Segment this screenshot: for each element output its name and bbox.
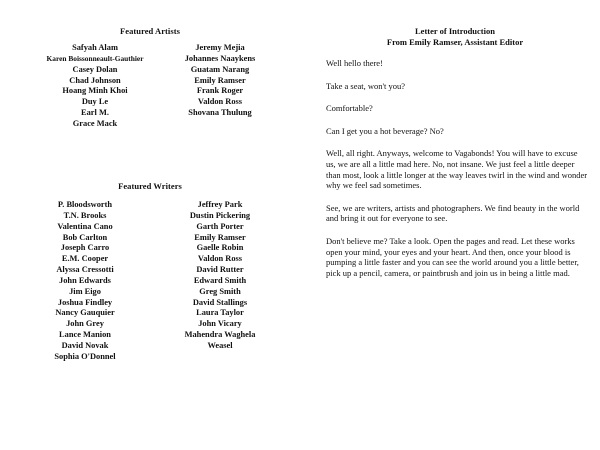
writer-name: Joshua Findley (57, 297, 113, 307)
artist-name: Johannes Naaykens (184, 53, 256, 63)
writer-name: E.M. Cooper (61, 254, 109, 264)
artist-name: Chad Johnson (69, 75, 121, 85)
writer-name: Dustin Pickering (189, 210, 251, 220)
featured-writers-left-column (20, 200, 150, 363)
featured-artists-heading: Featured Artists (120, 26, 180, 36)
artist-name: Grace Mack (72, 118, 118, 128)
writer-name: Joseph Carro (60, 243, 110, 253)
letter-paragraph: See, we are writers, artists and photographers. We find beauty in the world and bring it out for everyone to see. (326, 202, 580, 224)
writer-name: Bob Carlton (62, 232, 108, 242)
writer-name: John Edwards (59, 275, 111, 285)
artist-name: Valdon Ross (197, 97, 243, 107)
writer-name: Lance Manion (59, 330, 111, 340)
writer-name: Greg Smith (199, 286, 241, 296)
featured-writers-heading: Featured Writers (118, 181, 182, 191)
writer-name: Emily Ramser (194, 232, 246, 242)
writer-name: P. Bloodsworth (57, 200, 113, 209)
artist-name: Frank Roger (196, 86, 244, 96)
artist-name: Duy Le (81, 97, 109, 107)
writer-name: Edward Smith (193, 275, 247, 285)
letter-paragraph: Comfortable? (326, 103, 373, 114)
writer-name: Valdon Ross (197, 254, 243, 264)
writer-name: John Grey (66, 319, 104, 329)
letter-body (326, 58, 588, 290)
artist-name: Hoang Minh Khoi (62, 86, 128, 96)
writer-name: Weasel (207, 340, 233, 350)
writer-name: Nancy Gauquier (55, 308, 115, 318)
artist-name: Jeremy Mejia (195, 43, 245, 52)
writer-name: David Novak (61, 340, 109, 350)
artist-name: Guatam Narang (190, 64, 250, 74)
writer-name: Valentina Cano (57, 221, 113, 231)
letter-paragraph: Can I get you a hot beverage? No? (326, 125, 444, 136)
letter-paragraph: Well hello there! (326, 58, 383, 68)
writer-name: David Stallings (192, 297, 248, 307)
writer-name: Jim Eigo (69, 286, 101, 296)
artist-name: Casey Dolan (72, 64, 118, 74)
letter-paragraph: Well, all right. Anyways, welcome to Vagabonds! You will have to excuse us, we are all a little mad here. No, not insane. We just feel a little deeper than most, look a little longer at the way leaves twirl in the wind and wonder why we feel sad sometimes. (326, 148, 588, 191)
artist-name: Earl M. (81, 108, 109, 118)
writer-name: Alyssa Cressotti (56, 265, 114, 275)
writer-name: Jeffrey Park (197, 200, 243, 209)
writer-name: David Rutter (196, 265, 244, 275)
artist-name: Shovana Thulung (188, 108, 252, 118)
letter-paragraph: Take a seat, won't you? (326, 80, 406, 91)
letter-subtitle: From Emily Ramser, Assistant Editor (386, 37, 524, 47)
writer-name: T.N. Brooks (63, 210, 107, 220)
artist-name: Emily Ramser (194, 75, 246, 85)
artist-name: Karen Boissonneault-Gauthier (46, 53, 144, 63)
writer-name: John Vicary (198, 319, 242, 329)
right-page (300, 0, 600, 450)
featured-artists-right-column (160, 43, 280, 119)
writer-name: Gaelle Robin (196, 243, 244, 253)
featured-artists-left-column (20, 43, 170, 130)
writer-name: Laura Taylor (196, 308, 244, 318)
artist-name: Safyah Alam (72, 43, 118, 52)
letter-paragraph: Don't believe me? Take a look. Open the pages and read. Let these works open your mind, your eyes and your heart. And then, once your blood is pumping a little faster and you can see the world around you a little better, pick up a pencil, camera, or paintbrush and join us in being a little mad. (326, 235, 579, 278)
featured-writers-right-column (160, 200, 280, 352)
writer-name: Mahendra Waghela (184, 330, 256, 340)
letter-title: Letter of Introduction (415, 26, 495, 36)
writer-name: Garth Porter (196, 221, 244, 231)
writer-name: Sophia O'Donnel (54, 351, 116, 361)
